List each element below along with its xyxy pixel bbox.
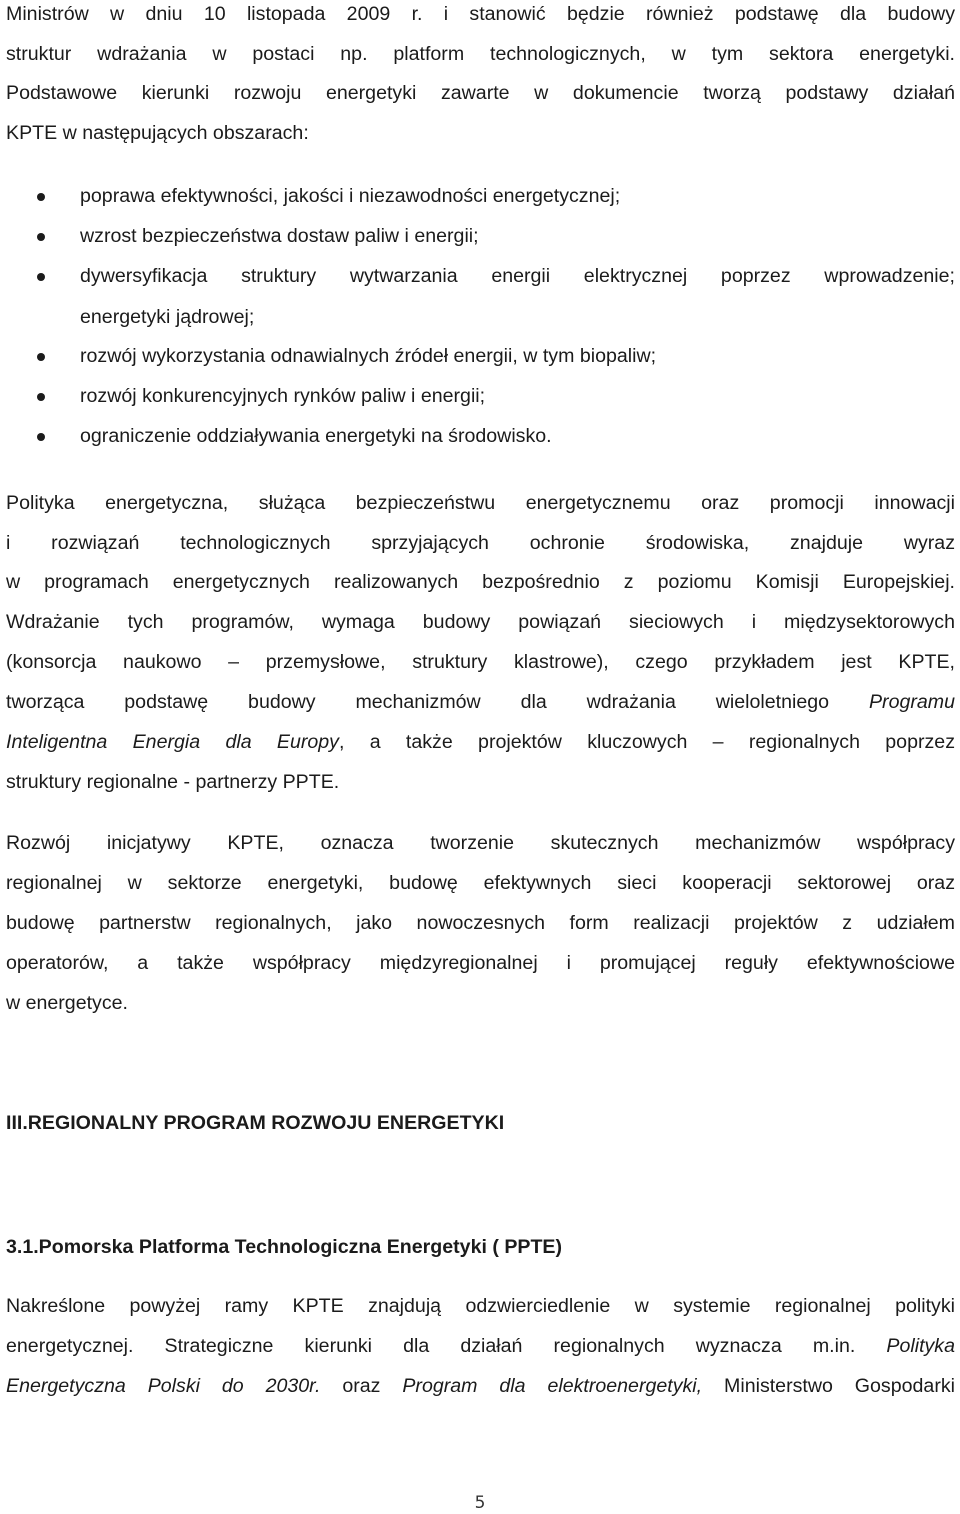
text-run: Ministerstwo Gospodarki	[702, 1375, 955, 1397]
text-run: tworząca podstawę budowy mechanizmów dla wdrażania wieloletniego	[6, 691, 869, 713]
paragraph-line	[6, 1374, 955, 1398]
paragraph-line: Polityka energetyczna, służąca bezpieczeństwu energetycznemu oraz promocji innowacji	[6, 492, 955, 514]
italic-title: Programu	[868, 691, 955, 713]
paragraph-line: (konsorcja naukowo – przemysłowe, struktury klastrowe), czego przykładem jest KPTE,	[6, 651, 955, 673]
italic-title: Polityka	[886, 1335, 955, 1357]
bullet-icon	[37, 193, 45, 201]
subsection-heading: 3.1.Pomorska Platforma Technologiczna Energetyki ( PPTE)	[6, 1236, 563, 1258]
paragraph-line: KPTE w następujących obszarach:	[6, 122, 309, 144]
page-number: 5	[474, 1493, 486, 1513]
paragraph-line: operatorów, a także współpracy międzyregionalnej i promującej reguły efektywnościowe	[6, 952, 955, 974]
paragraph-line	[6, 690, 955, 714]
list-item: rozwój konkurencyjnych rynków paliw i energii;	[80, 385, 486, 407]
text-run: oraz	[320, 1375, 403, 1397]
section-heading: III.REGIONALNY PROGRAM ROZWOJU ENERGETYKI	[6, 1112, 505, 1134]
paragraph-line: regionalnej w sektorze energetyki, budowę efektywnych sieci kooperacji sektorowej oraz	[6, 872, 955, 894]
list-item: rozwój wykorzystania odnawialnych źródeł energii, w tym biopaliw;	[80, 345, 657, 367]
paragraph-line: i rozwiązań technologicznych sprzyjających ochronie środowiska, znajduje wyraz	[6, 532, 955, 554]
bullet-icon	[37, 393, 45, 401]
paragraph-line: struktur wdrażania w postaci np. platform technologicznych, w tym sektora energetyki.	[6, 43, 955, 65]
list-item-continuation: energetyki jądrowej;	[80, 306, 255, 328]
paragraph-line: Wdrażanie tych programów, wymaga budowy powiązań sieciowych i międzysektorowych	[6, 611, 955, 633]
list-item: wzrost bezpieczeństwa dostaw paliw i energii;	[80, 225, 479, 247]
paragraph-line: budowę partnerstw regionalnych, jako nowoczesnych form realizacji projektów z udziałem	[6, 912, 955, 934]
paragraph-line: struktury regionalne - partnerzy PPTE.	[6, 771, 340, 793]
bullet-icon	[37, 233, 45, 241]
italic-title: Inteligentna Energia dla Europy	[6, 731, 339, 753]
bullet-icon	[37, 433, 45, 441]
list-item: poprawa efektywności, jakości i niezawodności energetycznej;	[80, 185, 621, 207]
text-run: , a także projektów kluczowych – regionalnych poprzez	[338, 731, 955, 753]
bullet-icon	[37, 273, 45, 281]
paragraph-line: Rozwój inicjatywy KPTE, oznacza tworzenie skutecznych mechanizmów współpracy	[6, 832, 955, 854]
italic-title: Program dla elektroenergetyki,	[402, 1375, 703, 1397]
paragraph-line: w energetyce.	[6, 992, 128, 1014]
text-run: energetycznej. Strategiczne kierunki dla działań regionalnych wyznacza m.in.	[6, 1335, 887, 1357]
italic-title: Energetyczna Polski do 2030r.	[6, 1375, 321, 1397]
paragraph-line	[6, 1334, 955, 1358]
paragraph-line: Ministrów w dniu 10 listopada 2009 r. i stanowić będzie również podstawę dla budowy	[6, 3, 955, 25]
paragraph-line: w programach energetycznych realizowanych bezpośrednio z poziomu Komisji Europejskiej.	[6, 571, 955, 593]
paragraph-line	[6, 730, 955, 754]
bullet-icon	[37, 353, 45, 361]
paragraph-line: Podstawowe kierunki rozwoju energetyki zawarte w dokumencie tworzą podstawy działań	[6, 82, 955, 104]
list-item: dywersyfikacja struktury wytwarzania energii elektrycznej poprzez wprowadzenie;	[80, 265, 955, 287]
list-item: ograniczenie oddziaływania energetyki na środowisko.	[80, 425, 552, 447]
paragraph-line: Nakreślone powyżej ramy KPTE znajdują odzwierciedlenie w systemie regionalnej polityki	[6, 1295, 955, 1317]
